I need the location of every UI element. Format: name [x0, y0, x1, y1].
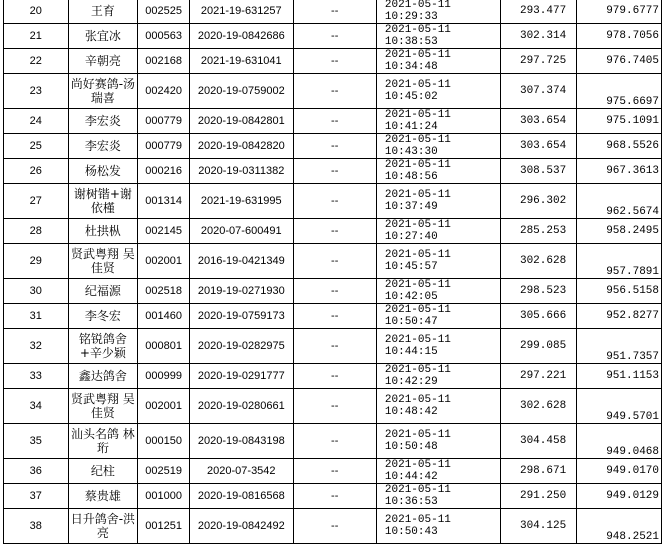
table-row	[4, 109, 662, 134]
table-row	[4, 509, 662, 544]
ring-number-cell: 2021-19-631041	[190, 49, 294, 74]
member-id-cell: 001460	[138, 304, 190, 329]
member-id-cell: 002001	[138, 244, 190, 279]
name-cell: 汕头名鸽 林珩	[68, 424, 138, 459]
distance-cell: 298.523	[501, 279, 577, 304]
ring-number-cell: 2020-19-0842686	[190, 24, 294, 49]
name-cell: 纪福源	[68, 279, 138, 304]
placeholder-cell: --	[293, 329, 376, 364]
table-row	[4, 424, 662, 459]
speed-cell: 949.5701	[577, 389, 662, 424]
distance-cell: 302.628	[501, 389, 577, 424]
distance-cell: 285.253	[501, 219, 577, 244]
arrival-time-cell: 2021-05-11 10:50:47	[376, 304, 500, 329]
name-cell: 杜拱枞	[68, 219, 138, 244]
table-row	[4, 0, 662, 24]
rank-cell: 30	[4, 279, 69, 304]
table-row	[4, 74, 662, 109]
placeholder-cell: --	[293, 484, 376, 509]
name-cell: 贤武粤翔 吴佳贤	[68, 244, 138, 279]
rank-cell: 21	[4, 24, 69, 49]
member-id-cell: 002525	[138, 0, 190, 24]
speed-cell: 952.8277	[577, 304, 662, 329]
arrival-time-cell: 2021-05-11 10:48:42	[376, 389, 500, 424]
arrival-time-cell: 2021-05-11 10:50:48	[376, 424, 500, 459]
distance-cell: 302.628	[501, 244, 577, 279]
rank-cell: 25	[4, 134, 69, 159]
member-id-cell: 002420	[138, 74, 190, 109]
placeholder-cell: --	[293, 184, 376, 219]
arrival-time-cell: 2021-05-11 10:41:24	[376, 109, 500, 134]
rank-cell: 36	[4, 459, 69, 484]
member-id-cell: 002519	[138, 459, 190, 484]
placeholder-cell: --	[293, 24, 376, 49]
ring-number-cell: 2021-19-631257	[190, 0, 294, 24]
ring-number-cell: 2020-19-0759002	[190, 74, 294, 109]
ring-number-cell: 2020-19-0816568	[190, 484, 294, 509]
table-row	[4, 184, 662, 219]
name-cell: 李宏炎	[68, 134, 138, 159]
rank-cell: 34	[4, 389, 69, 424]
member-id-cell: 002145	[138, 219, 190, 244]
arrival-time-cell: 2021-05-11 10:44:42	[376, 459, 500, 484]
rank-cell: 37	[4, 484, 69, 509]
member-id-cell: 000779	[138, 109, 190, 134]
arrival-time-cell: 2021-05-11 10:37:49	[376, 184, 500, 219]
speed-cell: 957.7891	[577, 244, 662, 279]
distance-cell: 305.666	[501, 304, 577, 329]
placeholder-cell: --	[293, 219, 376, 244]
ring-number-cell: 2020-19-0282975	[190, 329, 294, 364]
ring-number-cell: 2020-19-0759173	[190, 304, 294, 329]
placeholder-cell: --	[293, 509, 376, 544]
arrival-time-cell: 2021-05-11 10:29:33	[376, 0, 500, 24]
rank-cell: 35	[4, 424, 69, 459]
speed-cell: 975.6697	[577, 74, 662, 109]
table-row	[4, 389, 662, 424]
table-row	[4, 459, 662, 484]
placeholder-cell: --	[293, 74, 376, 109]
name-cell: 辛朝亮	[68, 49, 138, 74]
arrival-time-cell: 2021-05-11 10:48:56	[376, 159, 500, 184]
ring-number-cell: 2020-19-0280661	[190, 389, 294, 424]
arrival-time-cell: 2021-05-11 10:50:43	[376, 509, 500, 544]
speed-cell: 958.2495	[577, 219, 662, 244]
speed-cell: 949.0468	[577, 424, 662, 459]
speed-cell: 967.3613	[577, 159, 662, 184]
table-row	[4, 279, 662, 304]
ring-number-cell: 2020-07-3542	[190, 459, 294, 484]
name-cell: 王育	[68, 0, 138, 24]
name-cell: 日升鸽舍-洪亮	[68, 509, 138, 544]
placeholder-cell: --	[293, 109, 376, 134]
speed-cell: 951.7357	[577, 329, 662, 364]
ring-number-cell: 2021-19-631995	[190, 184, 294, 219]
arrival-time-cell: 2021-05-11 10:34:48	[376, 49, 500, 74]
rank-cell: 26	[4, 159, 69, 184]
speed-cell: 975.1091	[577, 109, 662, 134]
placeholder-cell: --	[293, 459, 376, 484]
speed-cell: 956.5158	[577, 279, 662, 304]
name-cell: 李冬宏	[68, 304, 138, 329]
rank-cell: 23	[4, 74, 69, 109]
member-id-cell: 000999	[138, 364, 190, 389]
table-row	[4, 329, 662, 364]
distance-cell: 307.374	[501, 74, 577, 109]
speed-cell: 948.2521	[577, 509, 662, 544]
placeholder-cell: --	[293, 389, 376, 424]
table-row	[4, 364, 662, 389]
rank-cell: 32	[4, 329, 69, 364]
placeholder-cell: --	[293, 279, 376, 304]
arrival-time-cell: 2021-05-11 10:45:02	[376, 74, 500, 109]
ring-number-cell: 2020-19-0311382	[190, 159, 294, 184]
placeholder-cell: --	[293, 244, 376, 279]
member-id-cell: 000150	[138, 424, 190, 459]
placeholder-cell: --	[293, 304, 376, 329]
member-id-cell: 002001	[138, 389, 190, 424]
rank-cell: 38	[4, 509, 69, 544]
name-cell: 贤武粤翔 吴佳贤	[68, 389, 138, 424]
name-cell: 杨松发	[68, 159, 138, 184]
speed-cell: 949.0170	[577, 459, 662, 484]
table-row	[4, 134, 662, 159]
rank-cell: 27	[4, 184, 69, 219]
distance-cell: 308.537	[501, 159, 577, 184]
name-cell: 鑫达鸽舍	[68, 364, 138, 389]
arrival-time-cell: 2021-05-11 10:45:57	[376, 244, 500, 279]
rank-cell: 28	[4, 219, 69, 244]
arrival-time-cell: 2021-05-11 10:36:53	[376, 484, 500, 509]
placeholder-cell: --	[293, 134, 376, 159]
ring-number-cell: 2020-19-0291777	[190, 364, 294, 389]
ring-number-cell: 2020-07-600491	[190, 219, 294, 244]
table-row	[4, 49, 662, 74]
ring-number-cell: 2020-19-0843198	[190, 424, 294, 459]
speed-cell: 979.6777	[577, 0, 662, 24]
name-cell: 谢树锴+谢依槿	[68, 184, 138, 219]
table-body	[4, 0, 662, 544]
member-id-cell: 002168	[138, 49, 190, 74]
distance-cell: 297.725	[501, 49, 577, 74]
table-row	[4, 304, 662, 329]
distance-cell: 302.314	[501, 24, 577, 49]
speed-cell: 978.7056	[577, 24, 662, 49]
speed-cell: 968.5526	[577, 134, 662, 159]
name-cell: 纪柱	[68, 459, 138, 484]
speed-cell: 951.1153	[577, 364, 662, 389]
distance-cell: 303.654	[501, 109, 577, 134]
arrival-time-cell: 2021-05-11 10:44:15	[376, 329, 500, 364]
arrival-time-cell: 2021-05-11 10:42:05	[376, 279, 500, 304]
ring-number-cell: 2020-19-0842492	[190, 509, 294, 544]
placeholder-cell: --	[293, 424, 376, 459]
distance-cell: 297.221	[501, 364, 577, 389]
placeholder-cell: --	[293, 0, 376, 24]
distance-cell: 304.125	[501, 509, 577, 544]
rank-cell: 29	[4, 244, 69, 279]
table-row	[4, 159, 662, 184]
ring-number-cell: 2020-19-0842801	[190, 109, 294, 134]
distance-cell: 298.671	[501, 459, 577, 484]
table-row	[4, 219, 662, 244]
placeholder-cell: --	[293, 364, 376, 389]
ring-number-cell: 2019-19-0271930	[190, 279, 294, 304]
arrival-time-cell: 2021-05-11 10:43:30	[376, 134, 500, 159]
rank-cell: 20	[4, 0, 69, 24]
member-id-cell: 002518	[138, 279, 190, 304]
placeholder-cell: --	[293, 49, 376, 74]
arrival-time-cell: 2021-05-11 10:38:53	[376, 24, 500, 49]
member-id-cell: 000563	[138, 24, 190, 49]
table-row	[4, 484, 662, 509]
rank-cell: 31	[4, 304, 69, 329]
distance-cell: 293.477	[501, 0, 577, 24]
speed-cell: 962.5674	[577, 184, 662, 219]
member-id-cell: 000779	[138, 134, 190, 159]
table-row	[4, 24, 662, 49]
ring-number-cell: 2020-19-0842820	[190, 134, 294, 159]
member-id-cell: 001000	[138, 484, 190, 509]
distance-cell: 304.458	[501, 424, 577, 459]
arrival-time-cell: 2021-05-11 10:42:29	[376, 364, 500, 389]
member-id-cell: 001251	[138, 509, 190, 544]
name-cell: 蔡贵雄	[68, 484, 138, 509]
name-cell: 李宏炎	[68, 109, 138, 134]
distance-cell: 291.250	[501, 484, 577, 509]
member-id-cell: 000801	[138, 329, 190, 364]
distance-cell: 299.085	[501, 329, 577, 364]
member-id-cell: 000216	[138, 159, 190, 184]
placeholder-cell: --	[293, 159, 376, 184]
rank-cell: 24	[4, 109, 69, 134]
ring-number-cell: 2016-19-0421349	[190, 244, 294, 279]
member-id-cell: 001314	[138, 184, 190, 219]
distance-cell: 303.654	[501, 134, 577, 159]
name-cell: 尚好赛鸽-汤瑞喜	[68, 74, 138, 109]
rank-cell: 22	[4, 49, 69, 74]
arrival-time-cell: 2021-05-11 10:27:40	[376, 219, 500, 244]
speed-cell: 949.0129	[577, 484, 662, 509]
name-cell: 张宜冰	[68, 24, 138, 49]
rank-cell: 33	[4, 364, 69, 389]
speed-cell: 976.7405	[577, 49, 662, 74]
table-row	[4, 244, 662, 279]
distance-cell: 296.302	[501, 184, 577, 219]
race-results-table	[3, 0, 662, 544]
name-cell: 铭锐鸽舍+辛少颖	[68, 329, 138, 364]
